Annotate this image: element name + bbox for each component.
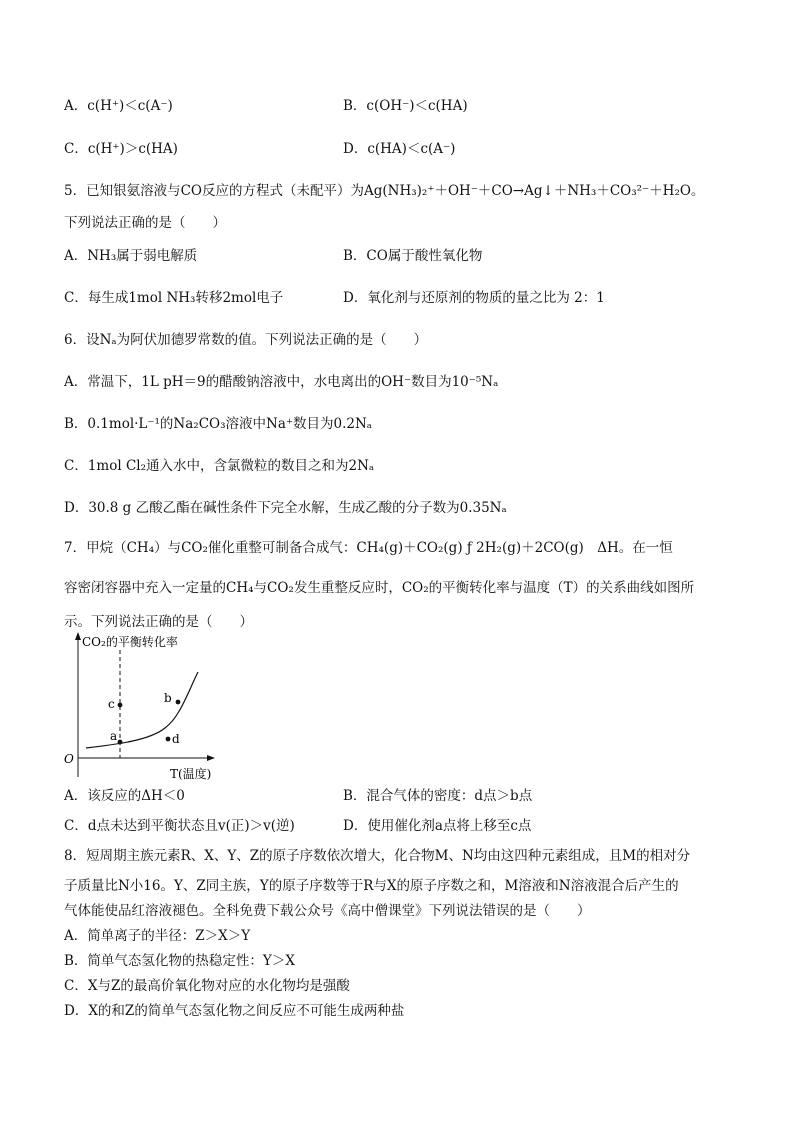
x-axis-arrow (207, 755, 215, 761)
q7-option-b: B．混合气体的密度：d点＞b点 (343, 788, 533, 804)
q4-option-b: B．c(OH⁻)＜c(HA) (343, 98, 468, 114)
q7-option-a: A．该反应的ΔH＜0 (64, 788, 185, 804)
conversion-curve (86, 672, 198, 748)
y-axis-label: CO₂的平衡转化率 (82, 635, 178, 649)
y-axis-arrow (75, 632, 81, 640)
q7-option-d: D．使用催化剂a点将上移至c点 (343, 818, 532, 834)
q5-stem-2: 下列说法正确的是（ ） (64, 215, 226, 231)
conversion-vs-temperature-chart (60, 632, 230, 782)
q6-option-c: C．1mol Cl₂通入水中，含氯微粒的数目之和为2Nₐ (64, 458, 375, 474)
q8-option-a: A．简单离子的半径：Z＞X＞Y (64, 928, 251, 944)
point-a-marker (118, 740, 123, 745)
point-d-label: d (172, 732, 180, 746)
q8-stem-3: 气体能使品红溶液褪色。全科免费下载公众号《高中僧课堂》下列说法错误的是（ ） (64, 903, 591, 919)
q6-option-d: D．30.8 g 乙酸乙酯在碱性条件下完全水解，生成乙酸的分子数为0.35Nₐ (64, 500, 507, 516)
point-b-label: b (164, 691, 172, 705)
q5-option-c: C．每生成1mol NH₃转移2mol电子 (64, 290, 284, 306)
x-axis-label: T(温度) (170, 767, 212, 781)
origin-label: O (64, 752, 74, 766)
q8-stem-2: 子质量比N小16。Y、Z同主族，Y的原子序数等于R与X的原子序数之和，M溶液和N溶液混合后产生的 (64, 878, 679, 894)
point-b-marker (176, 700, 181, 705)
q7-stem-2: 容密闭容器中充入一定量的CH₄与CO₂发生重整反应时，CO₂的平衡转化率与温度（T）的关系曲线如图所 (64, 580, 695, 596)
q8-option-d: D．X的和Z的简单气态氢化物之间反应不可能生成两种盐 (64, 1003, 405, 1019)
q4-option-a: A．c(H⁺)＜c(A⁻) (64, 98, 173, 114)
q7-stem: 7．甲烷（CH₄）与CO₂催化重整可制备合成气：CH₄(g)＋CO₂(g) ƒ 2H₂(g)＋2CO(g) ΔH。在一恒 (64, 540, 673, 556)
q4-option-c: C．c(H⁺)＞c(HA) (64, 141, 178, 157)
point-c-label: c (108, 697, 115, 711)
point-d-marker (166, 737, 171, 742)
point-c-marker (118, 703, 123, 708)
point-a-label: a (110, 729, 118, 743)
q5-option-d: D．氧化剂与还原剂的物质的量之比为 2：1 (343, 290, 605, 306)
q5-option-b: B．CO属于酸性氧化物 (343, 248, 483, 264)
q6-stem: 6．设Nₐ为阿伏加德罗常数的值。下列说法正确的是（ ） (64, 332, 428, 348)
q5-option-a: A．NH₃属于弱电解质 (64, 248, 198, 264)
q8-stem-1: 8．短周期主族元素R、X、Y、Z的原子序数依次增大，化合物M、N均由这四种元素组成，且M的相对分 (64, 848, 691, 864)
q8-option-b: B．简单气态氢化物的热稳定性：Y＞X (64, 953, 295, 969)
q8-option-c: C．X与Z的最高价氧化物对应的水化物均是强酸 (64, 978, 350, 994)
q6-option-a: A．常温下，1L pH＝9的醋酸钠溶液中，水电离出的OH⁻数目为10⁻⁵Nₐ (64, 374, 499, 390)
q7-stem-3: 示。下列说法正确的是（ ） (64, 614, 253, 630)
q4-option-d: D．c(HA)＜c(A⁻) (343, 141, 456, 157)
q5-stem: 5．已知银氨溶液与CO反应的方程式（未配平）为Ag(NH₃)₂⁺＋OH⁻＋CO→Ag↓＋NH₃＋CO₃²⁻＋H₂O。 (64, 183, 705, 199)
q6-option-b: B．0.1mol·L⁻¹的Na₂CO₃溶液中Na⁺数目为0.2Nₐ (64, 416, 372, 432)
q7-option-c: C．d点未达到平衡状态且v(正)＞v(逆) (64, 818, 295, 834)
